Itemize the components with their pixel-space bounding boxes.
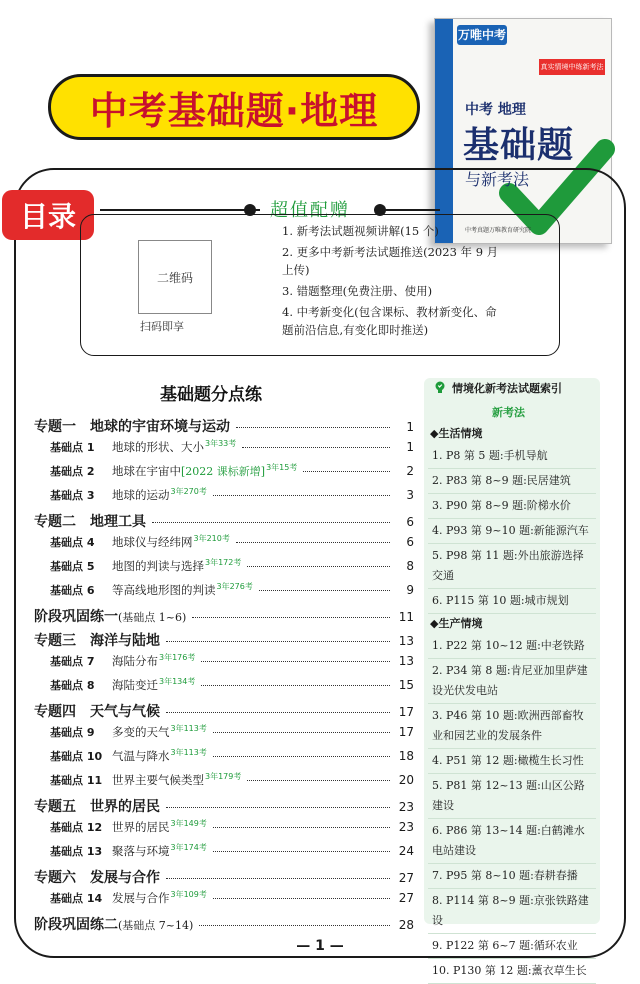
leader-dots	[201, 685, 390, 686]
toc-topic[interactable]	[34, 701, 414, 724]
bonus-list	[282, 222, 500, 342]
page-number: 6	[406, 535, 414, 549]
toc-point[interactable]	[34, 653, 414, 677]
toc-point[interactable]	[34, 890, 414, 914]
toc-point[interactable]	[34, 748, 414, 772]
point-label: 基础点 2	[50, 465, 95, 478]
point-title: 世界主要气候类型	[112, 773, 204, 787]
topic-label: 专题二 地理工具	[34, 514, 146, 530]
page-number: 17	[398, 705, 414, 719]
page-number: 1	[406, 420, 414, 434]
book-main-title: 基础题	[463, 125, 575, 166]
toc-topic[interactable]	[34, 796, 414, 819]
index-item[interactable]: 9. P122 第 6~7 题:循环农业	[428, 934, 596, 959]
point-label: 基础点 9	[50, 726, 95, 739]
point-label: 基础点 11	[50, 774, 103, 787]
index-title: 情境化新考法试题索引	[452, 382, 562, 395]
topic-label: 专题三 海洋与陆地	[34, 633, 160, 649]
point-label: 基础点 6	[50, 584, 95, 597]
point-title: 多变的天气	[112, 725, 170, 739]
toc-topic[interactable]	[34, 867, 414, 890]
book-tag: 真实情境中练新考法	[539, 59, 605, 75]
point-label: 基础点 4	[50, 536, 95, 549]
toc-stage-review[interactable]	[34, 606, 414, 630]
page-number: 15	[398, 678, 414, 692]
leader-dots	[259, 590, 390, 591]
qr-code[interactable]	[138, 240, 212, 314]
stage-label: 阶段巩固练一	[34, 609, 118, 625]
exam-count-tag: 3年172考	[205, 558, 242, 567]
exam-count-tag: 3年33考	[205, 439, 237, 448]
qr-label: 二维码	[156, 270, 193, 285]
page-number: 24	[398, 844, 414, 858]
page-number: 11	[398, 610, 414, 624]
toc-point[interactable]	[34, 582, 414, 606]
toc-point[interactable]	[34, 558, 414, 582]
index-item[interactable]: 1. P22 第 10~12 题:中老铁路	[428, 634, 596, 659]
page-footer: — 1 —	[296, 938, 344, 954]
toc-point[interactable]	[34, 463, 414, 487]
topic-label: 专题四 天气与气候	[34, 704, 160, 720]
toc-point[interactable]	[34, 724, 414, 748]
leader-dots	[166, 712, 390, 713]
leader-dots	[166, 641, 390, 642]
index-item[interactable]: 10. P130 第 12 题:薰衣草生长	[428, 959, 596, 984]
page-number: 6	[406, 515, 414, 529]
leader-dots	[236, 427, 390, 428]
point-title: 地球的运动	[112, 488, 170, 502]
page-number: 17	[398, 725, 414, 739]
exam-count-tag: 3年113考	[170, 724, 207, 733]
index-category: ◆生活情境	[430, 427, 483, 440]
exam-count-tag: 3年109考	[170, 890, 207, 899]
exam-count-tag: 3年270考	[170, 487, 207, 496]
divider	[382, 209, 440, 211]
index-subtitle: 新考法	[492, 406, 525, 419]
point-title: 海陆变迁	[112, 678, 158, 692]
index-item[interactable]: 4. P51 第 12 题:橄榄生长习性	[428, 749, 596, 774]
page-number: 3	[406, 488, 414, 502]
page-number: 27	[398, 891, 414, 905]
toc-point[interactable]	[34, 819, 414, 843]
toc-topic[interactable]	[34, 630, 414, 653]
point-label: 基础点 13	[50, 845, 103, 858]
leader-dots	[213, 827, 390, 828]
leader-dots	[201, 661, 390, 662]
toc-stage-review[interactable]	[34, 914, 414, 938]
index-item[interactable]: 2. P83 第 8~9 题:民居建筑	[428, 469, 596, 494]
exam-count-tag: 3年176考	[159, 653, 196, 662]
lightbulb-icon	[434, 381, 446, 395]
bonus-item: 4. 中考新变化(包含课标、教材新变化、命题前沿信息,有变化即时推送)	[282, 305, 497, 337]
toc-point[interactable]	[34, 772, 414, 796]
book-publisher: 中考真题万唯教育研究院	[465, 227, 532, 234]
exam-count-tag: 3年276考	[216, 582, 253, 591]
table-of-contents	[34, 416, 414, 938]
topic-label: 专题五 世界的居民	[34, 799, 160, 815]
point-title: 地球的形状、大小	[112, 440, 204, 454]
leader-dots	[213, 898, 390, 899]
point-title: 聚落与环境	[112, 844, 170, 858]
exam-count-tag: 3年149考	[170, 819, 207, 828]
point-title: 地球在宇宙中	[112, 464, 181, 478]
qr-caption: 扫码即享	[140, 320, 184, 333]
index-item[interactable]: 5. P98 第 11 题:外出旅游选择交通	[428, 544, 596, 589]
page-number: 9	[406, 583, 414, 597]
section-tab: 目录	[2, 190, 94, 240]
bonus-item: 1. 新考法试题视频讲解(15 个)	[282, 224, 439, 238]
page-number: 13	[398, 654, 414, 668]
toc-title: 基础题分点练	[160, 385, 262, 405]
page-number: 8	[406, 559, 414, 573]
leader-dots	[213, 495, 390, 496]
point-label: 基础点 12	[50, 821, 103, 834]
page-number: 1	[406, 440, 414, 454]
point-label: 基础点 5	[50, 560, 95, 573]
leader-dots	[213, 732, 390, 733]
banner-title: 中考基础题·地理	[89, 88, 379, 133]
exam-count-tag: 3年113考	[170, 748, 207, 757]
stage-label: 阶段巩固练二	[34, 917, 118, 933]
book-brand-logo: 万唯中考	[457, 25, 507, 45]
page-number: 28	[398, 918, 414, 932]
leader-dots	[247, 780, 390, 781]
toc-point[interactable]	[34, 487, 414, 511]
point-title: 发展与合作	[112, 891, 170, 905]
stage-range: (基础点 1~6)	[118, 611, 187, 624]
point-label: 基础点 10	[50, 750, 103, 763]
divider	[100, 209, 260, 211]
index-item[interactable]: 7. P95 第 8~10 题:春耕春播	[428, 864, 596, 889]
point-label: 基础点 8	[50, 679, 95, 692]
point-title: 地球仪与经纬网	[112, 535, 193, 549]
leader-dots	[247, 566, 390, 567]
page-number: 13	[398, 634, 414, 648]
toc-topic[interactable]	[34, 416, 414, 439]
point-title: 世界的居民	[112, 820, 170, 834]
index-item[interactable]: 3. P90 第 8~9 题:阶梯水价	[428, 494, 596, 519]
page-number: 20	[398, 773, 414, 787]
point-title: 等高线地形图的判读	[112, 583, 216, 597]
toc-point[interactable]	[34, 843, 414, 867]
new-standard-note: [2022 课标新增]	[181, 465, 266, 478]
page-number: 23	[398, 800, 414, 814]
point-title: 地图的判读与选择	[112, 559, 204, 573]
page-number: 23	[398, 820, 414, 834]
leader-dots	[192, 617, 390, 618]
toc-point[interactable]	[34, 439, 414, 463]
toc-topic[interactable]	[34, 511, 414, 534]
index-category: ◆生产情境	[430, 617, 483, 630]
index-item[interactable]: 2. P34 第 8 题:肯尼亚加里萨建设光伏发电站	[428, 659, 596, 704]
index-item[interactable]: 1. P8 第 5 题:手机导航	[428, 444, 596, 469]
index-list	[428, 424, 596, 984]
toc-point[interactable]	[34, 677, 414, 701]
leader-dots	[166, 807, 390, 808]
exam-count-tag: 3年174考	[170, 843, 207, 852]
leader-dots	[213, 756, 390, 757]
point-label: 基础点 1	[50, 441, 95, 454]
exam-count-tag: 3年210考	[193, 534, 230, 543]
page-number: 2	[406, 464, 414, 478]
topic-label: 专题一 地球的宇宙环境与运动	[34, 419, 230, 435]
exam-count-tag: 3年179考	[205, 772, 242, 781]
leader-dots	[242, 447, 390, 448]
bonus-item: 2. 更多中考新考法试题推送(2023 年 9 月上传)	[282, 245, 499, 277]
index-item[interactable]: 6. P115 第 10 题:城市规划	[428, 589, 596, 614]
topic-label: 专题六 发展与合作	[34, 870, 160, 886]
index-item[interactable]: 6. P86 第 13~14 题:白鹤滩水电站建设	[428, 819, 596, 864]
leader-dots	[213, 851, 390, 852]
point-title: 海陆分布	[112, 654, 158, 668]
book-sub-title: 与新考法	[465, 170, 530, 189]
index-heading	[434, 380, 562, 396]
bonus-heading: 超值配赠	[270, 200, 350, 221]
title-banner	[48, 74, 420, 140]
leader-dots	[166, 878, 390, 879]
leader-dots	[303, 471, 390, 472]
point-label: 基础点 7	[50, 655, 95, 668]
index-item[interactable]: 3. P46 第 10 题:欧洲西部畜牧业和园艺业的发展条件	[428, 704, 596, 749]
leader-dots	[152, 522, 390, 523]
exam-count-tag: 3年15考	[266, 463, 298, 472]
toc-point[interactable]	[34, 534, 414, 558]
point-label: 基础点 14	[50, 892, 103, 905]
leader-dots	[199, 925, 390, 926]
point-label: 基础点 3	[50, 489, 95, 502]
exam-count-tag: 3年134考	[159, 677, 196, 686]
bonus-item: 3. 错题整理(免费注册、使用)	[282, 284, 433, 298]
leader-dots	[236, 542, 390, 543]
index-item[interactable]: 8. P114 第 8~9 题:京张铁路建设	[428, 889, 596, 934]
stage-range: (基础点 7~14)	[118, 919, 194, 932]
page-number: 18	[398, 749, 414, 763]
index-item[interactable]: 5. P81 第 12~13 题:山区公路建设	[428, 774, 596, 819]
page-number: 27	[398, 871, 414, 885]
point-title: 气温与降水	[112, 749, 170, 763]
index-item[interactable]: 4. P93 第 9~10 题:新能源汽车	[428, 519, 596, 544]
book-subtitle: 中考 地理	[465, 102, 526, 118]
